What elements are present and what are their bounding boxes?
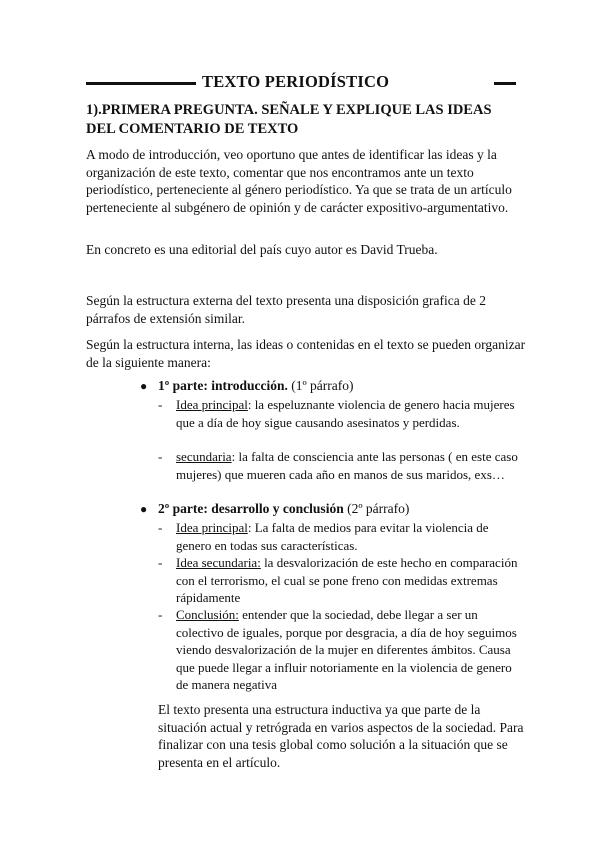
title-rule-left [86,82,196,85]
title-row [86,72,516,96]
title-rule-right [494,82,516,85]
bullet-icon: ● [140,502,148,516]
part-two [140,500,409,519]
item-text: : La falta de medios para evitar la violencia de genero en todas sus características. [176,520,489,553]
item-label: secundaria [176,449,232,464]
list-item [158,606,518,694]
item-label: Conclusión: [176,607,239,622]
dash-marker: - [158,397,163,412]
part-title: 1º parte: introducción. [158,378,288,393]
external-structure-paragraph: Según la estructura externa del texto presenta una disposición grafica de 2 párrafos de extensión similar. [86,293,486,326]
item-text: : la espeluznante violencia de genero hacia mujeres que a día de hoy sigue causando asesinatos y perdidas. [176,397,515,430]
bullet-icon: ● [140,379,148,393]
dash-marker: - [158,555,163,570]
list-item [158,519,518,554]
list-item [158,554,518,607]
part-note: (2º párrafo) [343,501,410,516]
list-item [158,396,518,431]
list-item [158,448,518,483]
question-heading: 1).PRIMERA PREGUNTA. SEÑALE Y EXPLIQUE LAS IDEAS DEL COMENTARIO DE TEXTO [86,102,492,137]
item-text: la desvalorización de este hecho en comparación con el terrorismo, el cual se pone freno con medidas extremas rápidamente [176,555,518,605]
part-note: (1º párrafo) [287,378,354,393]
internal-structure-paragraph: Según la estructura interna, las ideas o contenidas en el texto se pueden organizar de la siguiente manera: [86,337,526,370]
item-label: Idea principal [176,520,248,535]
item-text: entender que la sociedad, debe llegar a ser un colectivo de iguales, porque por desgracia, a día de hoy seguimos viendo desvalorización de la mujer en diferentes ámbitos. Causa que puede llegar a influir notoriamente en la violencia de genero de manera negativa [176,607,517,692]
item-label: Idea principal [176,397,248,412]
item-text: : la falta de consciencia ante las personas ( en este caso mujeres) que mueren cada año en manos de sus maridos, exs… [176,449,518,482]
author-paragraph: En concreto es una editorial del país cuyo autor es David Trueba. [86,242,438,257]
page-title: TEXTO PERIODÍSTICO [202,72,390,91]
dash-marker: - [158,449,163,464]
part-one [140,377,353,396]
intro-paragraph: A modo de introducción, veo oportuno que antes de identificar las ideas y la organización de este texto, comentar que nos encontramos ante un texto periodístico, perteneciente al género periodístico. Ya que se trata de un artículo perteneciente al subgénero de opinión y de carácter expositivo-argumentativo. [86,147,512,215]
item-label: Idea secundaria: [176,555,261,570]
closing-paragraph: El texto presenta una estructura inductiva ya que parte de la situación actual y retrógrada en varios aspectos de la sociedad. Para finalizar con una tesis global como solución a la situación que se presenta en el artículo. [158,702,524,770]
dash-marker: - [158,607,163,622]
dash-marker: - [158,520,163,535]
part-title: 2º parte: desarrollo y conclusión [158,501,344,516]
